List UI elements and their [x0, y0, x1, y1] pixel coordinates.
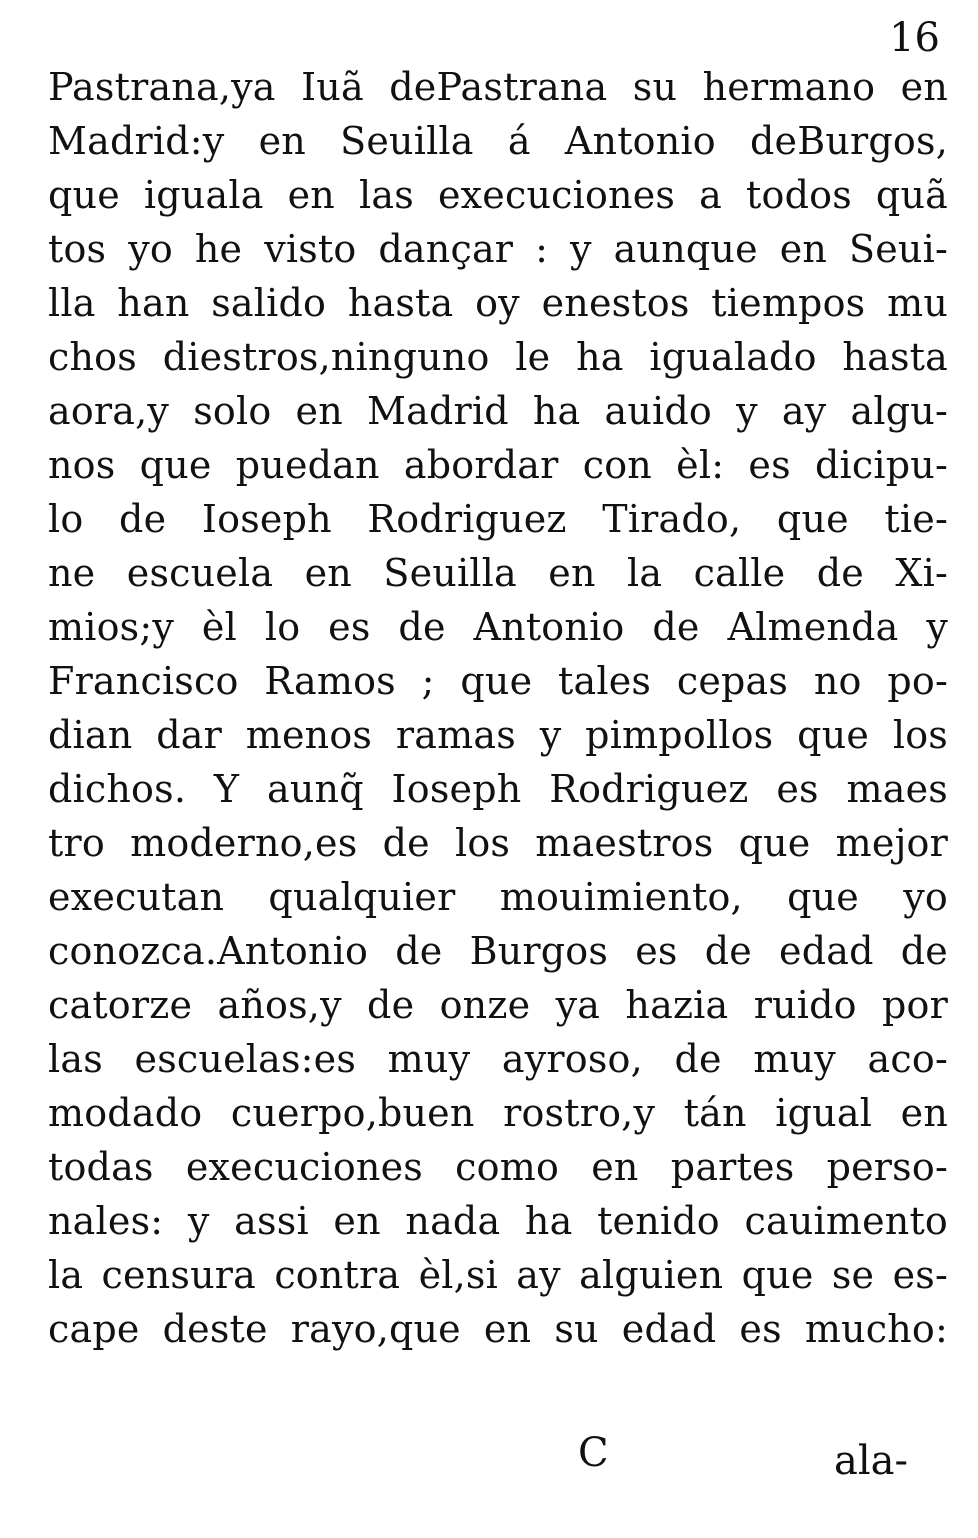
- text-line: la censura contra èl,si ay alguien que se es-: [48, 1253, 948, 1297]
- catchword: ala-: [833, 1438, 908, 1484]
- text-line: las escuelas:es muy ayroso, de muy aco-: [48, 1037, 948, 1081]
- text-line: modado cuerpo,buen rostro,y tán igual en: [48, 1091, 948, 1135]
- text-line: cape deste rayo,que en su edad es mucho:: [48, 1307, 948, 1351]
- text-line: lla han salido hasta oy enestos tiempos mu: [48, 281, 948, 325]
- text-line: ne escuela en Seuilla en la calle de Xi-: [48, 551, 948, 595]
- text-line: tos yo he visto dançar : y aunque en Seui-: [48, 227, 948, 271]
- page-number: 16: [889, 15, 940, 61]
- text-line: Francisco Ramos ; que tales cepas no po-: [48, 659, 948, 703]
- text-line: mios;y èl lo es de Antonio de Almenda y: [48, 605, 948, 649]
- text-line: dichos. Y aunq̃ Ioseph Rodriguez es maes: [48, 767, 948, 811]
- text-line: tro moderno,es de los maestros que mejor: [48, 821, 948, 865]
- text-line: lo de Ioseph Rodriguez Tirado, que tie-: [48, 497, 948, 541]
- text-line: chos diestros,ninguno le ha igualado hasta: [48, 335, 948, 379]
- text-line: dian dar menos ramas y pimpollos que los: [48, 713, 948, 757]
- text-line: conozca.Antonio de Burgos es de edad de: [48, 929, 948, 973]
- signature-mark: C: [578, 1430, 609, 1476]
- page-footer: [48, 1430, 908, 1490]
- text-line: aora,y solo en Madrid ha auido y ay algu-: [48, 389, 948, 433]
- body-text: [48, 60, 948, 1356]
- text-line: nos que puedan abordar con èl: es dicipu-: [48, 443, 948, 487]
- text-line: catorze años,y de onze ya hazia ruido por: [48, 983, 948, 1027]
- text-line: todas execuciones como en partes perso-: [48, 1145, 948, 1189]
- text-line: executan qualquier mouimiento, que yo: [48, 875, 948, 919]
- text-line: Madrid:y en Seuilla á Antonio deBurgos,: [48, 119, 948, 163]
- text-line: que iguala en las execuciones a todos quã: [48, 173, 948, 217]
- text-line: nales: y assi en nada ha tenido cauimento: [48, 1199, 948, 1243]
- text-line: Pastrana,ya Iuã dePastrana su hermano en: [48, 65, 948, 109]
